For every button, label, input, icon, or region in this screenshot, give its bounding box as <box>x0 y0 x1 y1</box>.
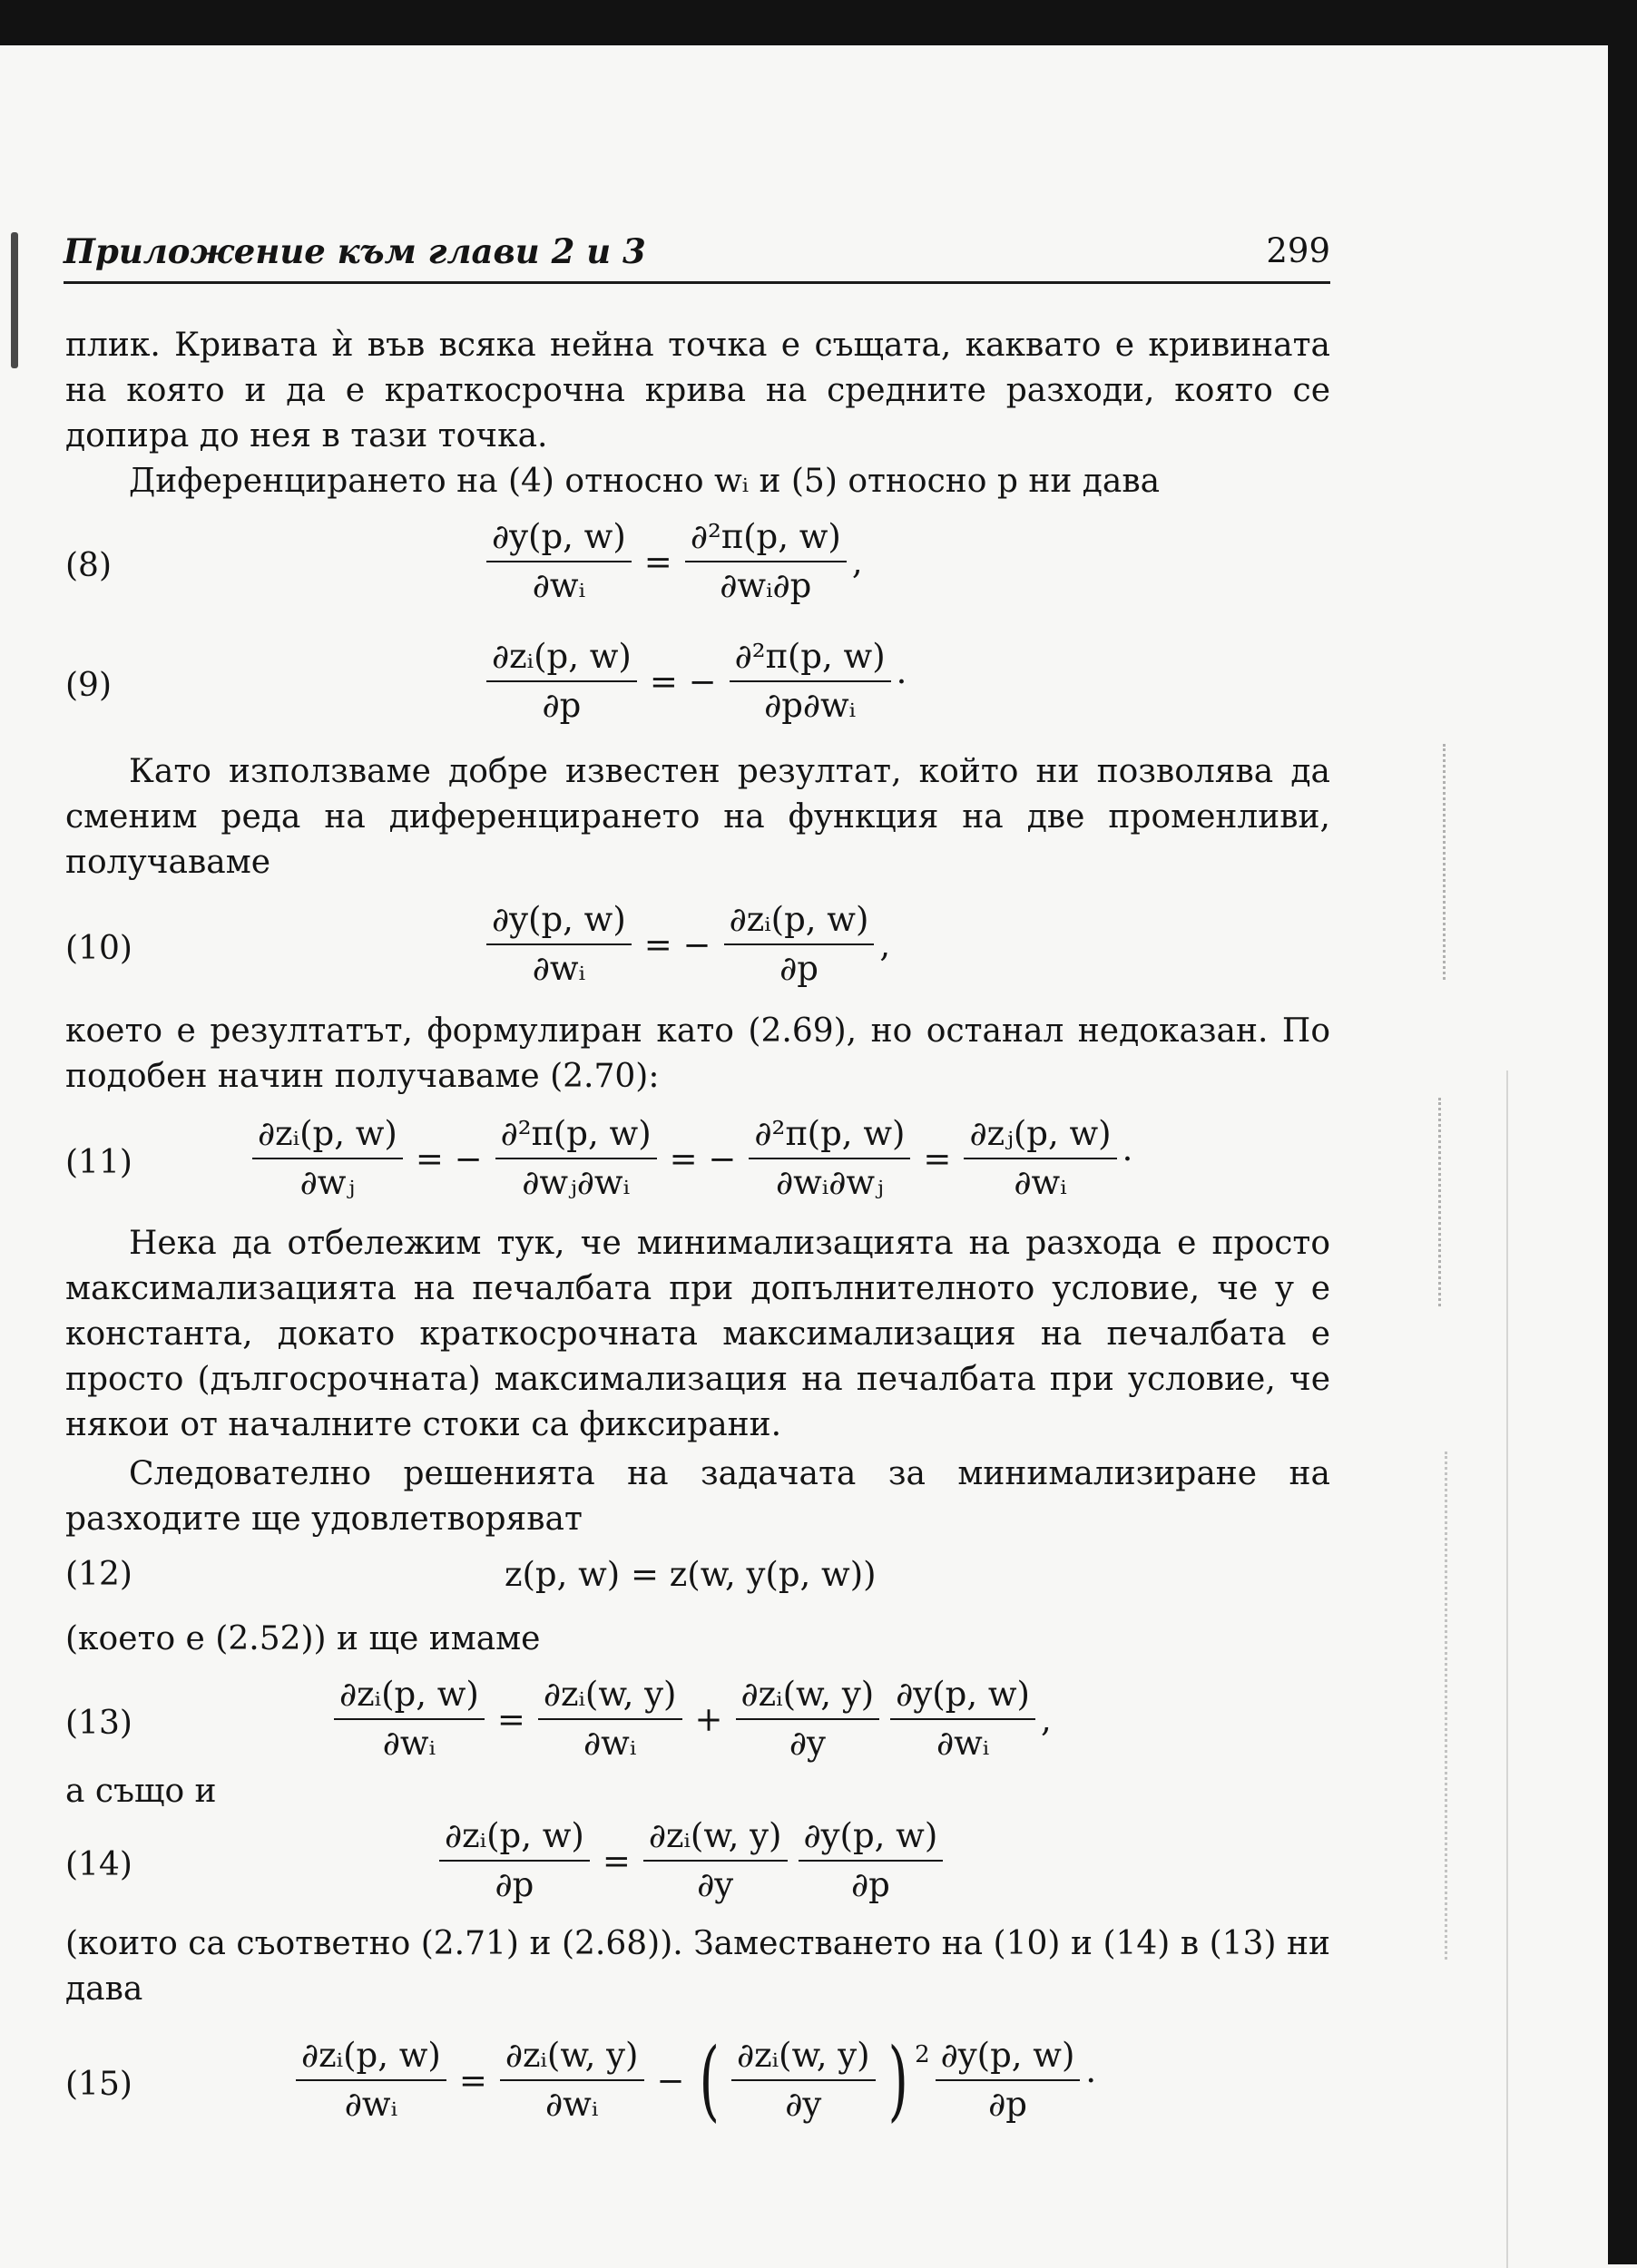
fraction: $\frac{\partial y(p, w)}{\partial p}$ <box>799 1816 944 1905</box>
equation-number: (9) <box>65 667 112 704</box>
fraction: $\frac{\text{∂²π(p, w)}}{\text{∂p∂wᵢ}}$ <box>730 637 891 726</box>
fraction: $\frac{\text{∂zᵢ(p, w)}}{\text{∂wᵢ}}$ <box>334 1675 485 1764</box>
left-paren: ( <box>699 2029 720 2131</box>
fraction: $\frac{\text{∂zᵢ(p, w)}}{\partial p}$ <box>486 637 637 726</box>
running-head: Приложение към глави 2 и 3 <box>64 231 646 271</box>
paragraph: Като използваме добре известен резултат, който ни позволява да сменим реда на диференцирането на функция на две променливи, получаваме <box>65 753 1330 881</box>
equation-number: (11) <box>65 1144 132 1181</box>
fraction: $\frac{\text{∂zᵢ(p, w)}}{\partial p}$ <box>724 900 875 989</box>
equation-14: $\frac{\text{∂zᵢ(p, w)}}{\partial p}$ = $\frac{\text{∂zᵢ(w, y)}}{\partial y}$ $\frac{\partial y(p, w)}{\partial p}$ <box>434 1816 948 1905</box>
equation-number: (12) <box>65 1556 132 1593</box>
paragraph: което е резултатът, формулиран като (2.69), но останал недоказан. По подобен начин получаваме (2.70): <box>65 1012 1330 1095</box>
fraction: $\frac{\text{∂zᵢ(w, y)}}{\text{∂wᵢ}}$ <box>538 1675 682 1764</box>
paragraph: (които са съответно (2.71) и (2.68)). Заместването на (10) и (14) в (13) ни дава <box>65 1925 1330 2008</box>
paragraph: Нека да отбележим тук, че минимализацията на разхода е просто максимализацията на печалбата при допълнителното условие, че y е константа, докато краткосрочната максимализация на печалбата е просто (дългосрочната) максимализация на печалбата при условие, че някои от началните стоки са фиксирани. <box>65 1225 1330 1443</box>
scan-spine-mark <box>11 232 18 368</box>
equation-number: (13) <box>65 1705 132 1742</box>
paragraph: Следователно решенията на задачата за минимализиране на разходите ще удовлетворяват <box>65 1455 1330 1538</box>
page-header <box>64 229 1330 284</box>
equation-number: (14) <box>65 1846 132 1883</box>
equation-9: $\frac{\text{∂zᵢ(p, w)}}{\partial p}$ = − $\frac{\text{∂²π(p, w)}}{\text{∂p∂wᵢ}}$ · <box>481 637 907 726</box>
equation-number: (10) <box>65 930 132 967</box>
right-paren: ) <box>887 2029 908 2131</box>
fraction: $\frac{\text{∂zᵢ(p, w)}}{\partial p}$ <box>439 1816 590 1905</box>
fraction: $\frac{\partial y(p, w)}{\text{∂wᵢ}}$ <box>486 900 632 989</box>
paragraph: Диференцирането на (4) относно wᵢ и (5) относно p ни дава <box>129 463 1161 500</box>
scan-noise <box>1438 1098 1454 1306</box>
fraction: $\frac{\partial y(p, w)}{\partial p}$ <box>936 2036 1081 2125</box>
equation-number: (8) <box>65 547 112 584</box>
fraction: $\frac{\partial y(p, w)}{\text{∂wᵢ}}$ <box>890 1675 1035 1764</box>
scan-right-border <box>1608 0 1637 2264</box>
paragraph: (което е (2.52)) и ще имаме <box>65 1620 541 1657</box>
page-number: 299 <box>1266 231 1330 270</box>
fraction: $\frac{\text{∂²π(p, w)}}{\text{∂wⱼ∂wᵢ}}$ <box>495 1114 657 1203</box>
paragraph: а също и <box>65 1773 217 1810</box>
fraction: $\frac{\text{∂zⱼ(p, w)}}{\text{∂wᵢ}}$ <box>964 1114 1116 1203</box>
scan-noise <box>1445 1452 1460 1960</box>
scan-noise <box>1506 1070 1508 2268</box>
scan-top-border <box>0 0 1637 45</box>
equation-8: $\frac{\partial y(p, w)}{\text{∂wᵢ}}$ = $\frac{\text{∂²π(p, w)}}{\text{∂wᵢ∂p}}$ , <box>481 517 863 606</box>
equation-number: (15) <box>65 2066 132 2103</box>
fraction: $\frac{\text{∂zᵢ(p, w)}}{\text{∂wⱼ}}$ <box>252 1114 403 1203</box>
equation-13: $\frac{\text{∂zᵢ(p, w)}}{\text{∂wᵢ}}$ = $\frac{\text{∂zᵢ(w, y)}}{\text{∂wᵢ}}$ + $\frac{\text{∂zᵢ(w, y)}}{\partial y}$ $\frac{\partial y(p, w)}{\text{∂wᵢ}}$ , <box>328 1675 1052 1764</box>
fraction: $\frac{\text{∂zᵢ(w, y)}}{\partial y}$ <box>643 1816 788 1905</box>
equation-15: $\frac{\text{∂zᵢ(p, w)}}{\text{∂wᵢ}}$ = $\frac{\text{∂zᵢ(w, y)}}{\text{∂wᵢ}}$ − ( $\frac{\text{∂zᵢ(w, y)}}{\partial y}$ ) 2 $\frac{\partial y(p, w)}{\partial p}$ · <box>290 2036 1096 2125</box>
fraction: $\frac{\partial y(p, w)}{\text{∂wᵢ}}$ <box>486 517 632 606</box>
equation-12: z(p, w) = z(w, y(p, w)) <box>505 1555 877 1594</box>
equation-11: $\frac{\text{∂zᵢ(p, w)}}{\text{∂wⱼ}}$ = − $\frac{\text{∂²π(p, w)}}{\text{∂wⱼ∂wᵢ}}$ = − $\frac{\text{∂²π(p, w)}}{\text{∂wᵢ∂wⱼ}}$ = $\frac{\text{∂zⱼ(p, w)}}{\text{∂wᵢ}}$ · <box>247 1114 1132 1203</box>
fraction: $\frac{\text{∂²π(p, w)}}{\text{∂wᵢ∂p}}$ <box>685 517 847 606</box>
fraction: $\frac{\text{∂zᵢ(w, y)}}{\partial y}$ <box>731 2036 876 2125</box>
scan-noise <box>1443 744 1458 980</box>
paragraph: плик. Кривата ѝ във всяка нейна точка е същата, каквато е кривината на която и да е краткосрочна крива на средните разходи, която се допира до нея в тази точка. <box>65 327 1330 455</box>
equation-10: $\frac{\partial y(p, w)}{\text{∂wᵢ}}$ = − $\frac{\text{∂zᵢ(p, w)}}{\partial p}$ , <box>481 900 890 989</box>
fraction: $\frac{\text{∂zᵢ(p, w)}}{\text{∂wᵢ}}$ <box>296 2036 446 2125</box>
exponent: 2 <box>915 2041 930 2068</box>
fraction: $\frac{\text{∂²π(p, w)}}{\text{∂wᵢ∂wⱼ}}$ <box>749 1114 910 1203</box>
fraction: $\frac{\text{∂zᵢ(w, y)}}{\text{∂wᵢ}}$ <box>500 2036 644 2125</box>
fraction: $\frac{\text{∂zᵢ(w, y)}}{\partial y}$ <box>736 1675 880 1764</box>
